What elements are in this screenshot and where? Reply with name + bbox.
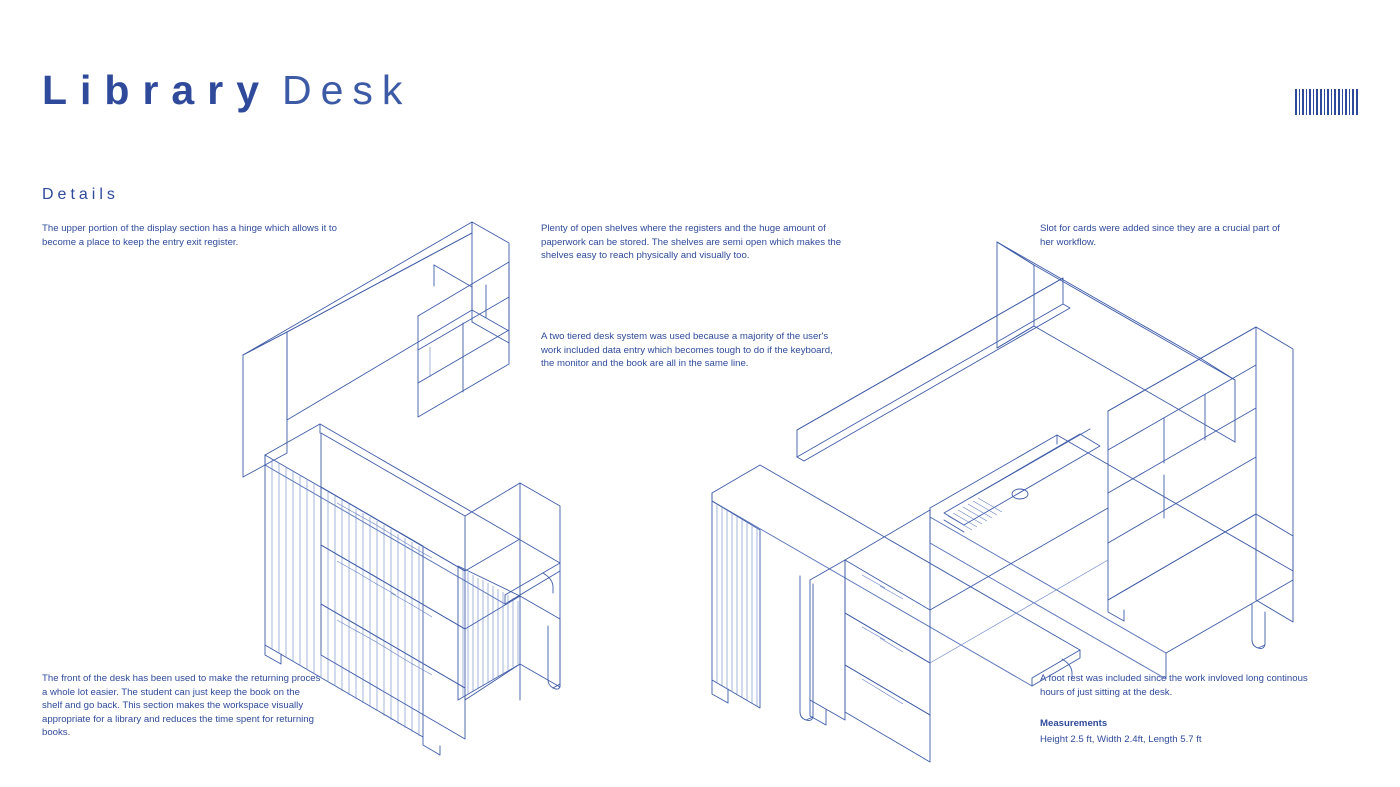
note-hinge: The upper portion of the display section has a hinge which allows it to become a place to keep the entry exit register.: [42, 223, 337, 248]
note-two-tier: A two tiered desk system was used because a majority of the user's work included data entry which becomes tough to do if the keyboard, the monitor and the book are all in the same line.: [541, 331, 833, 370]
note-front-shelf: The front of the desk has been used to make the returning proces a whole lot easier. The student can just keep the book on the shelf and go back. This section makes the workspace visually appropriate for a library and reduces the time spent for returning books.: [42, 673, 321, 739]
measurements-value: Height 2.5 ft, Width 2.4ft, Length 5.7 ft: [1040, 734, 1202, 745]
details-heading: Details: [42, 186, 119, 203]
note-foot-rest: A foot rest was included since the work invloved long continous hours of just sitting at the desk.: [1040, 673, 1308, 698]
note-shelves: Plenty of open shelves where the registers and the huge amount of paperwork can be stored. The shelves are semi open which makes the shelves easy to reach physically and visually too.: [541, 223, 842, 262]
measurements-title: Measurements: [1040, 718, 1108, 729]
page-title-bold: Library: [42, 67, 272, 113]
barcode-icon: [1295, 89, 1358, 115]
note-card-slot: Slot for cards were added since they are a crucial part of her workflow.: [1040, 223, 1280, 248]
page-title: [42, 67, 412, 113]
page-title-light: Desk: [282, 67, 412, 113]
